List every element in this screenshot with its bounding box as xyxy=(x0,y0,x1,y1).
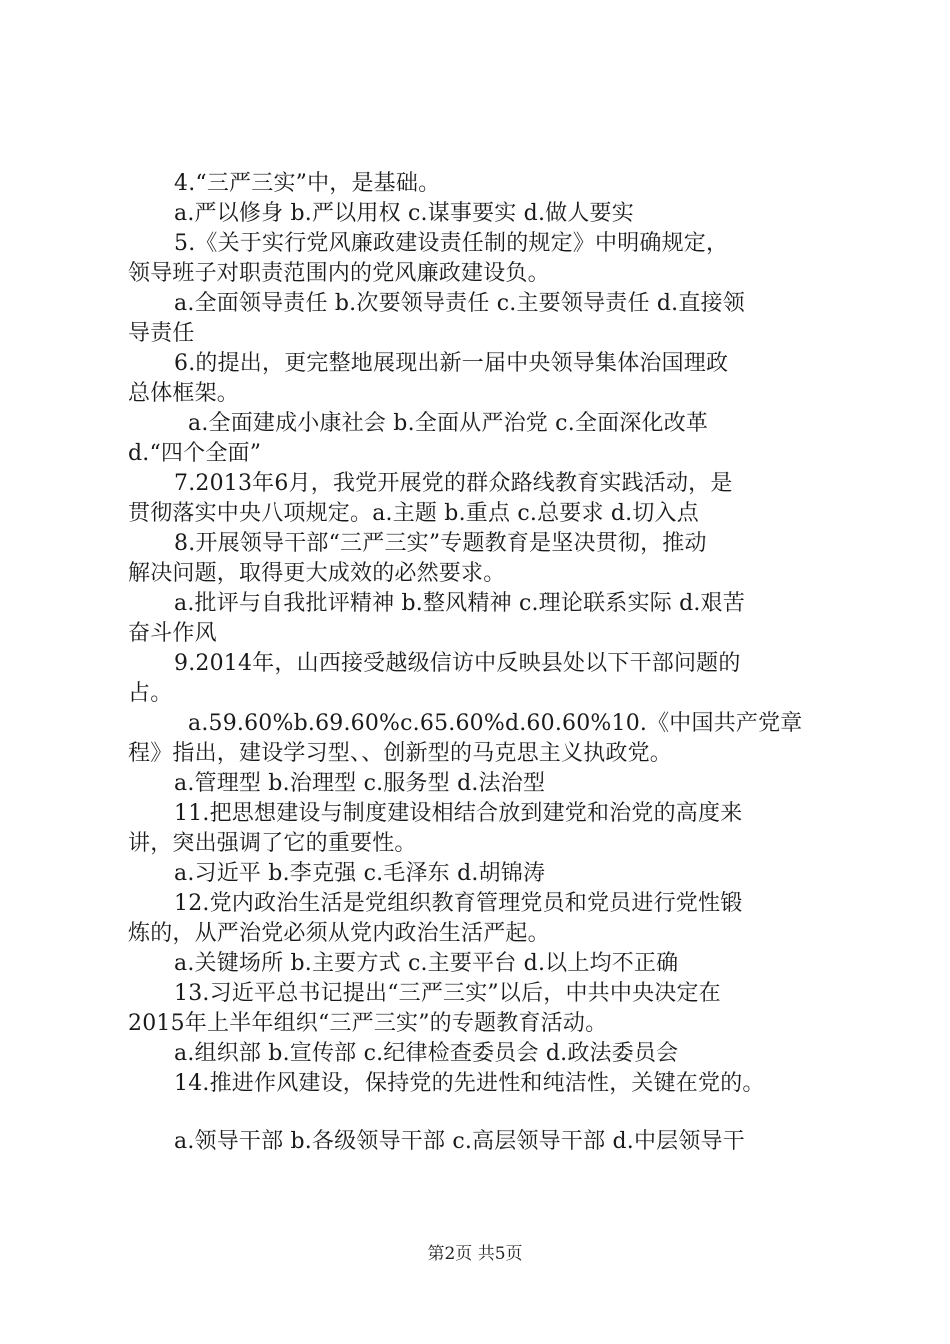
question-8: 8.开展领导干部“三严三实”专题教育是坚决贯彻，推动 xyxy=(174,531,707,556)
question-4: 4.“三严三实”中，是基础。 xyxy=(174,171,441,196)
question-14: 14.推进作风建设，保持党的先进性和纯洁性，关键在党的。 xyxy=(174,1071,765,1096)
question-6-options: a.全面建成小康社会 b.全面从严治党 c.全面深化改革 xyxy=(188,411,709,436)
question-8-options-cont: 奋斗作风 xyxy=(128,621,217,646)
question-13-options: a.组织部 b.宣传部 c.纪律检查委员会 d.政法委员会 xyxy=(174,1041,679,1066)
question-12-options: a.关键场所 b.主要方式 c.主要平台 d.以上均不正确 xyxy=(174,951,679,976)
question-11: 11.把思想建设与制度建设相结合放到建党和治党的高度来 xyxy=(174,801,743,826)
question-13-cont: 2015年上半年组织“三严三实”的专题教育活动。 xyxy=(128,1011,608,1036)
blank-gap xyxy=(128,1100,832,1128)
question-4-options: a.严以修身 b.严以用权 c.谋事要实 d.做人要实 xyxy=(174,201,634,226)
question-5-cont: 领导班子对职责范围内的党风廉政建设负。 xyxy=(128,261,550,286)
question-7-cont: 贯彻落实中央八项规定。a.主题 b.重点 c.总要求 d.切入点 xyxy=(128,501,699,526)
question-13: 13.习近平总书记提出“三严三实”以后，中共中央决定在 xyxy=(174,981,721,1006)
question-12: 12.党内政治生活是党组织教育管理党员和党员进行党性锻 xyxy=(174,891,743,916)
question-14-options: a.领导干部 b.各级领导干部 c.高层领导干部 d.中层领导干 xyxy=(174,1129,745,1154)
question-5: 5.《关于实行党风廉政建设责任制的规定》中明确规定， xyxy=(174,231,729,256)
question-9: 9.2014年，山西接受越级信访中反映县处以下干部问题的 xyxy=(174,651,741,676)
question-9-options: a.59.60%b.69.60%c.65.60%d.60.60%10.《中国共产党章 xyxy=(188,711,803,736)
question-11-options: a.习近平 b.李克强 c.毛泽东 d.胡锦涛 xyxy=(174,861,546,886)
question-8-cont: 解决问题，取得更大成效的必然要求。 xyxy=(128,561,506,586)
question-6: 6.的提出，更完整地展现出新一届中央领导集体治国理政 xyxy=(174,351,729,376)
question-10-options: a.管理型 b.治理型 c.服务型 d.法治型 xyxy=(174,771,546,796)
question-12-cont: 炼的，从严治党必须从党内政治生活严起。 xyxy=(128,921,550,946)
page-number-footer: 第2页 共5页 xyxy=(427,1244,523,1264)
question-9-cont: 占。 xyxy=(128,681,173,706)
question-7: 7.2013年6月，我党开展党的群众路线教育实践活动，是 xyxy=(174,471,733,496)
question-6-options-cont: d.“四个全面” xyxy=(128,441,262,466)
question-5-options-cont: 导责任 xyxy=(128,321,195,346)
question-11-cont: 讲，突出强调了它的重要性。 xyxy=(128,831,417,856)
question-10-cont: 程》指出，建设学习型、、创新型的马克思主义执政党。 xyxy=(128,741,673,766)
question-6-cont: 总体框架。 xyxy=(128,381,240,406)
question-8-options: a.批评与自我批评精神 b.整风精神 c.理论联系实际 d.艰苦 xyxy=(174,591,745,616)
question-5-options: a.全面领导责任 b.次要领导责任 c.主要领导责任 d.直接领 xyxy=(174,291,745,316)
document-body xyxy=(128,170,832,1158)
